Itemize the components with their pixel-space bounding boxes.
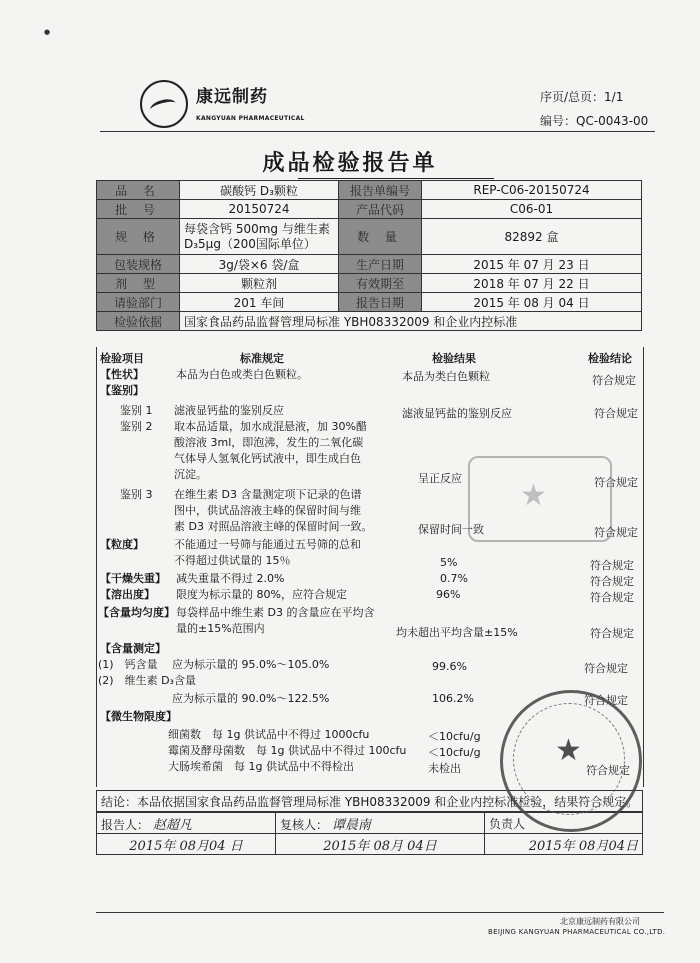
- quality-dept-stamp: ★: [468, 456, 612, 542]
- appearance-label: 【性状】: [100, 368, 144, 381]
- quantity-value: 82892 盒: [422, 219, 642, 255]
- footer-divider: [96, 912, 664, 913]
- particle-label: 【粒度】: [100, 538, 144, 551]
- identification-label: 【鉴别】: [100, 384, 144, 397]
- uniformity-result: 均未超出平均含量±15%: [396, 626, 518, 639]
- document-number: 编号：QC-0043-00: [540, 114, 649, 128]
- ident2-result: 呈正反应: [418, 472, 462, 485]
- reviewer-date: 2015年 08月 04日: [276, 834, 485, 855]
- product-name-label: 品 名: [97, 181, 180, 200]
- ident2-label: 鉴别 2: [120, 420, 153, 433]
- micro3-standard: 大肠埃希菌 每 1g 供试品中不得检出: [168, 760, 354, 773]
- report-date-label: 报告日期: [339, 293, 422, 312]
- report-no-value: REP-C06-20150724: [422, 181, 642, 200]
- company-name-en: KANGYUAN PHARMACEUTICAL: [196, 115, 305, 122]
- page-info: 序页/总页：1/1: [540, 90, 624, 104]
- micro3-result: 未检出: [428, 762, 461, 775]
- appearance-verdict: 符合规定: [592, 374, 636, 387]
- ident1-result: 滤液显钙盐的鉴别反应: [402, 407, 512, 420]
- ident2-standard-4: 沉淀。: [174, 468, 207, 481]
- particle-verdict: 符合规定: [590, 559, 634, 572]
- title-underline: [298, 178, 494, 179]
- micro2-result: ＜10cfu/g: [428, 746, 481, 759]
- spec-label: 规 格: [97, 219, 180, 255]
- reporter-signature: 赵超凡: [152, 817, 192, 833]
- micro-label: 【微生物限度】: [100, 710, 177, 723]
- company-name-cn: 康远制药: [196, 87, 268, 107]
- ident3-label: 鉴别 3: [120, 488, 153, 501]
- col-standard-header: 标准规定: [240, 352, 284, 365]
- product-code-value: C06-01: [422, 200, 642, 219]
- assay2-verdict: 符合规定: [584, 694, 628, 707]
- footer-company-en: BEIJING KANGYUAN PHARMACEUTICAL CO.,LTD.: [488, 928, 666, 936]
- assay2-standard: 应为标示量的 90.0%～122.5%: [172, 692, 330, 705]
- ident3-standard-2: 图中，供试品溶液主峰的保留时间与维: [174, 504, 361, 517]
- micro2-standard: 霉菌及酵母菌数 每 1g 供试品中不得过 100cfu: [168, 744, 407, 757]
- micro-verdict: 符合规定: [586, 764, 630, 777]
- quantity-label: 数 量: [339, 219, 422, 255]
- scan-mark: ●: [44, 28, 51, 36]
- ident3-verdict: 符合规定: [594, 526, 638, 539]
- uniformity-verdict: 符合规定: [590, 627, 634, 640]
- col-item-header: 检验项目: [100, 352, 144, 365]
- product-code-label: 产品代码: [339, 200, 422, 219]
- dept-label: 请验部门: [97, 293, 180, 312]
- reporter-date: 2015年 08月04 日: [97, 834, 276, 855]
- form-label: 剂 型: [97, 274, 180, 293]
- company-logo-icon: [140, 80, 188, 128]
- ident3-standard-3: 素 D3 对照品溶液主峰的保留时间一致。: [174, 520, 373, 533]
- assay1-label: (1) 钙含量: [98, 658, 158, 671]
- expiry-label: 有效期至: [339, 274, 422, 293]
- report-date-value: 2015 年 08 月 04 日: [422, 293, 642, 312]
- approver-label: 负责人: [489, 816, 526, 831]
- footer-company-cn: 北京康远制药有限公司: [560, 917, 640, 926]
- ident3-standard-1: 在维生素 D3 含量测定项下记录的色谱: [174, 488, 362, 501]
- ident3-result: 保留时间一致: [418, 523, 484, 536]
- ident2-standard-2: 酸溶液 3ml，即泡沸，发生的二氧化碳: [174, 436, 364, 449]
- ident1-verdict: 符合规定: [594, 407, 638, 420]
- report-no-label: 报告单编号: [339, 181, 422, 200]
- assay2-label: (2) 维生素 D₃含量: [98, 674, 196, 687]
- ident1-standard: 滤液显钙盐的鉴别反应: [174, 404, 284, 417]
- uniformity-standard-2: 量的±15%范围内: [176, 622, 265, 635]
- conclusion: 结论：本品依据国家食品药品监督管理局标准 YBH08332009 和企业内控标准检验，结果符合规定。: [96, 790, 643, 812]
- ident2-verdict: 符合规定: [594, 476, 638, 489]
- pack-value: 3g/袋×6 袋/盒: [180, 255, 339, 274]
- batch-label: 批 号: [97, 200, 180, 219]
- particle-result: 5%: [440, 556, 458, 569]
- reviewer-signature: 谭晨南: [331, 817, 371, 833]
- company-seal: ★: [500, 690, 642, 832]
- spec-value: 每袋含钙 500mg 与维生素 D₃5μg（200国际单位）: [180, 219, 339, 255]
- product-info-table: [96, 180, 642, 331]
- expiry-value: 2018 年 07 月 22 日: [422, 274, 642, 293]
- product-name-value: 碳酸钙 D₃颗粒: [180, 181, 339, 200]
- assay-label: 【含量测定】: [100, 642, 166, 655]
- micro1-result: ＜10cfu/g: [428, 730, 481, 743]
- uniformity-standard-1: 每袋样品中维生素 D3 的含量应在平均含: [176, 606, 375, 619]
- dissolution-verdict: 符合规定: [590, 591, 634, 604]
- ident1-label: 鉴别 1: [120, 404, 153, 417]
- ident2-standard-3: 气体导人氢氧化钙试液中，即生成白色: [174, 452, 361, 465]
- assay1-result: 99.6%: [432, 660, 467, 673]
- micro1-standard: 细菌数 每 1g 供试品中不得过 1000cfu: [168, 728, 370, 741]
- appearance-standard: 本品为白色或类白色颗粒。: [176, 368, 308, 381]
- dissolution-result: 96%: [436, 588, 461, 601]
- assay1-verdict: 符合规定: [584, 662, 628, 675]
- basis-value: 国家食品药品监督管理局标准 YBH08332009 和企业内控标准: [180, 312, 642, 331]
- batch-value: 20150724: [180, 200, 339, 219]
- header-divider: [100, 131, 655, 132]
- reviewer-label: 复核人：: [280, 817, 329, 832]
- loss-result: 0.7%: [440, 572, 468, 585]
- pack-label: 包装规格: [97, 255, 180, 274]
- particle-standard-1: 不能通过一号筛与能通过五号筛的总和: [174, 538, 361, 551]
- col-result-header: 检验结果: [432, 352, 476, 365]
- loss-label: 【干燥失重】: [100, 572, 166, 585]
- loss-standard: 减失重量不得过 2.0%: [176, 572, 285, 585]
- basis-label: 检验依据: [97, 312, 180, 331]
- reporter-label: 报告人：: [101, 817, 150, 832]
- mfg-date-label: 生产日期: [339, 255, 422, 274]
- mfg-date-value: 2015 年 07 月 23 日: [422, 255, 642, 274]
- dept-value: 201 车间: [180, 293, 339, 312]
- assay2-result: 106.2%: [432, 692, 474, 705]
- loss-verdict: 符合规定: [590, 575, 634, 588]
- form-value: 颗粒剂: [180, 274, 339, 293]
- appearance-result: 本品为类白色颗粒: [402, 370, 490, 383]
- dissolution-label: 【溶出度】: [100, 588, 155, 601]
- dissolution-standard: 限度为标示量的 80%，应符合规定: [176, 588, 347, 601]
- assay1-standard: 应为标示量的 95.0%～105.0%: [172, 658, 330, 671]
- particle-standard-2: 不得超过供试量的 15％: [174, 554, 291, 567]
- col-verdict-header: 检验结论: [588, 352, 632, 365]
- approver-date: 2015年 08月04日: [485, 834, 643, 855]
- uniformity-label: 【含量均匀度】: [98, 606, 175, 619]
- page-title: 成品检验报告单: [262, 151, 438, 176]
- ident2-standard-1: 取本品适量，加水成混悬液，加 30%醋: [174, 420, 367, 433]
